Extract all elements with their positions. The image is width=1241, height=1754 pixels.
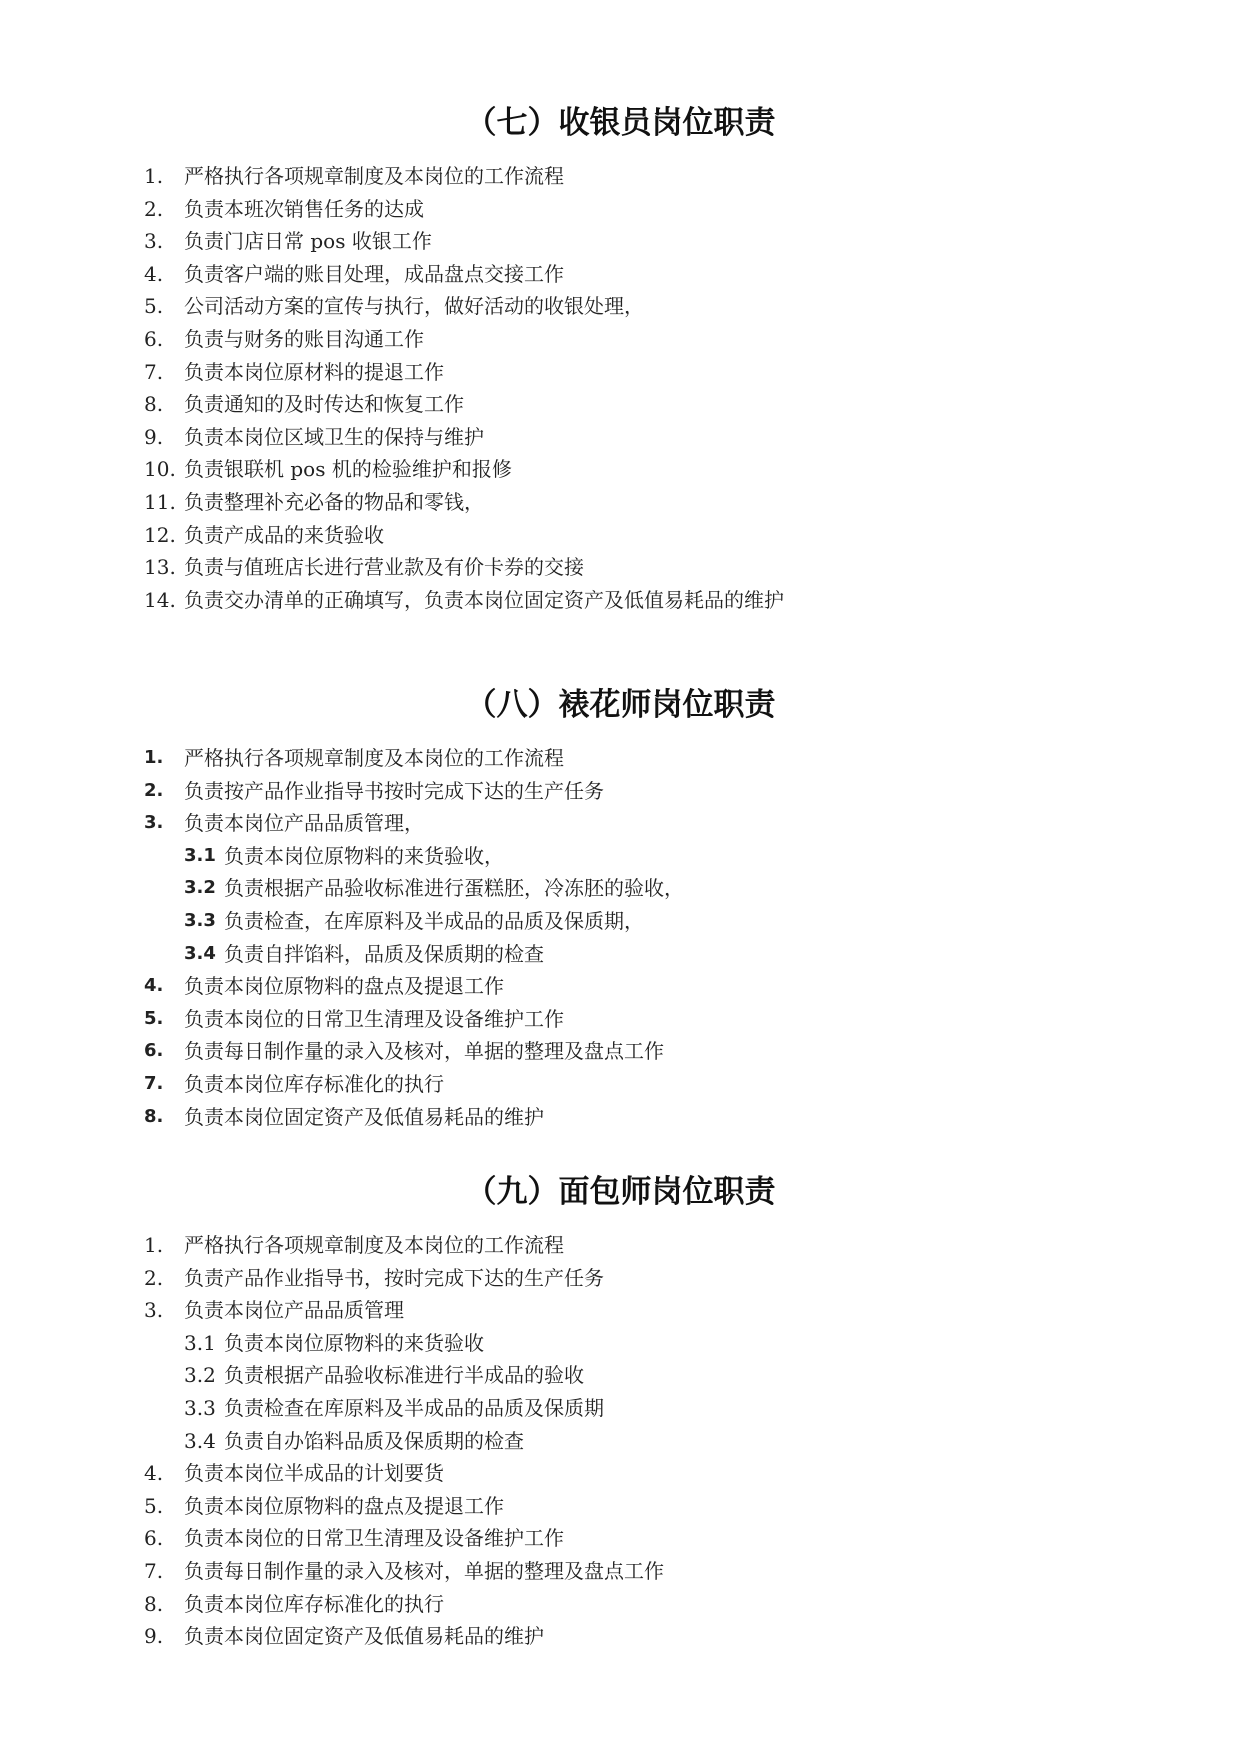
item-number: 2. [144, 779, 164, 801]
list-item [0, 160, 1241, 193]
item-number: 1. [144, 1233, 164, 1257]
list-item [0, 1457, 1241, 1490]
list-item [0, 225, 1241, 258]
item-text: 负责检查，在库原料及半成品的品质及保质期， [224, 908, 644, 933]
item-text: 负责本岗位库存标准化的执行 [184, 1071, 444, 1096]
item-number: 5. [144, 294, 164, 319]
item-text: 负责自拌馅料，品质及保质期的检查 [224, 941, 544, 966]
item-text: 负责产品作业指导书，按时完成下达的生产任务 [184, 1265, 604, 1290]
item-number: 7. [144, 1558, 164, 1583]
item-text: 负责本岗位半成品的计划要货 [184, 1461, 444, 1486]
list-item [0, 584, 1241, 617]
section-baker [0, 1167, 1241, 1653]
item-number: 7. [144, 359, 164, 384]
list-item [0, 1229, 1241, 1262]
list-item [0, 970, 1241, 1003]
section-cake-decorator [0, 680, 1241, 1133]
item-number: 3.2 [184, 877, 216, 899]
list-item [0, 356, 1241, 389]
item-text: 负责本岗位固定资产及低值易耗品的维护 [184, 1624, 544, 1649]
item-number: 1. [144, 164, 164, 188]
item-text: 负责自办馅料品质及保质期的检查 [224, 1428, 524, 1453]
item-number: 6. [144, 1040, 164, 1062]
item-text: 负责本岗位的日常卫生清理及设备维护工作 [184, 1526, 564, 1551]
item-number: 3. [144, 812, 164, 834]
list-item [0, 519, 1241, 552]
item-text: 负责本岗位原物料的盘点及提退工作 [184, 1493, 504, 1518]
section-title: （八）裱花师岗位职责 [465, 687, 776, 723]
item-number: 5. [144, 1007, 164, 1029]
item-text: 负责本岗位产品品质管理 [184, 1298, 404, 1323]
list-subitem [0, 872, 1241, 905]
item-text: 负责银联机 pos 机的检验维护和报修 [184, 457, 512, 482]
item-number: 2. [144, 1265, 164, 1290]
item-text: 负责根据产品验收标准进行半成品的验收 [224, 1363, 584, 1388]
item-text: 负责门店日常 pos 收银工作 [184, 229, 432, 254]
section-title: （七）收银员岗位职责 [465, 105, 776, 141]
item-text: 负责按产品作业指导书按时完成下达的生产任务 [184, 778, 604, 803]
list-item [0, 1035, 1241, 1068]
item-text: 负责与财务的账目沟通工作 [184, 326, 424, 351]
list-subitem [0, 840, 1241, 873]
list-item [0, 388, 1241, 421]
item-number: 11. [144, 489, 176, 514]
item-number: 9. [144, 1624, 164, 1649]
item-number: 9. [144, 424, 164, 449]
item-text: 严格执行各项规章制度及本岗位的工作流程 [184, 1233, 564, 1257]
list-item [0, 453, 1241, 486]
list-item [0, 1294, 1241, 1327]
item-text: 负责本班次销售任务的达成 [184, 196, 424, 221]
item-number: 5. [144, 1493, 164, 1518]
item-number: 6. [144, 326, 164, 351]
item-text: 负责通知的及时传达和恢复工作 [184, 392, 464, 417]
item-text: 负责根据产品验收标准进行蛋糕胚，冷冻胚的验收， [224, 876, 684, 901]
list-subitem [0, 938, 1241, 971]
list-subitem [0, 1327, 1241, 1360]
item-text: 负责交办清单的正确填写，负责本岗位固定资产及低值易耗品的维护 [184, 587, 784, 612]
item-text: 负责本岗位原物料的来货验收 [224, 1330, 484, 1355]
duty-list [0, 160, 1241, 616]
item-number: 2. [144, 196, 164, 221]
item-number: 13. [144, 555, 176, 580]
list-subitem [0, 1392, 1241, 1425]
list-item [0, 193, 1241, 226]
list-item [0, 807, 1241, 840]
section-cashier [0, 98, 1241, 616]
item-number: 3.3 [184, 909, 216, 931]
item-text: 负责本岗位原物料的盘点及提退工作 [184, 974, 504, 999]
list-item [0, 1620, 1241, 1653]
item-number: 10. [144, 457, 176, 482]
item-text: 负责产成品的来货验收 [184, 522, 384, 547]
item-text: 负责检查在库原料及半成品的品质及保质期 [224, 1395, 604, 1420]
item-text: 公司活动方案的宣传与执行，做好活动的收银处理， [184, 294, 644, 319]
item-number: 3.3 [184, 1395, 216, 1420]
list-subitem [0, 1359, 1241, 1392]
item-number: 4. [144, 1461, 164, 1486]
list-item [0, 1101, 1241, 1134]
list-item [0, 551, 1241, 584]
item-number: 6. [144, 1526, 164, 1551]
item-text: 负责整理补充必备的物品和零钱， [184, 489, 484, 514]
section-title: （九）面包师岗位职责 [465, 1174, 776, 1210]
list-item [0, 486, 1241, 519]
item-number: 8. [144, 392, 164, 417]
item-text: 负责本岗位原材料的提退工作 [184, 359, 444, 384]
item-text: 负责每日制作量的录入及核对，单据的整理及盘点工作 [184, 1558, 664, 1583]
item-number: 4. [144, 261, 164, 286]
list-item [0, 258, 1241, 291]
list-item [0, 1068, 1241, 1101]
item-text: 负责本岗位区域卫生的保持与维护 [184, 424, 484, 449]
list-item [0, 290, 1241, 323]
item-text: 负责本岗位原物料的来货验收， [224, 843, 504, 868]
item-number: 1. [144, 747, 164, 768]
item-text: 负责本岗位固定资产及低值易耗品的维护 [184, 1104, 544, 1129]
list-item [0, 1522, 1241, 1555]
item-text: 负责本岗位的日常卫生清理及设备维护工作 [184, 1006, 564, 1031]
list-item [0, 1262, 1241, 1295]
item-number: 4. [144, 975, 164, 997]
item-number: 14. [144, 587, 176, 612]
item-number: 8. [144, 1591, 164, 1616]
duty-list [0, 1229, 1241, 1653]
item-text: 负责客户端的账目处理，成品盘点交接工作 [184, 261, 564, 286]
item-text: 负责本岗位库存标准化的执行 [184, 1591, 444, 1616]
item-number: 3.4 [184, 942, 216, 964]
item-number: 12. [144, 522, 176, 547]
list-subitem [0, 905, 1241, 938]
item-text: 负责与值班店长进行营业款及有价卡券的交接 [184, 555, 584, 580]
item-number: 3.1 [184, 1330, 216, 1355]
list-item [0, 742, 1241, 775]
item-number: 3.4 [184, 1428, 216, 1453]
list-subitem [0, 1425, 1241, 1458]
list-item [0, 775, 1241, 808]
item-number: 7. [144, 1072, 164, 1094]
item-number: 3.2 [184, 1363, 216, 1388]
item-number: 8. [144, 1105, 164, 1127]
item-text: 严格执行各项规章制度及本岗位的工作流程 [184, 746, 564, 770]
duty-list [0, 742, 1241, 1133]
list-item [0, 1490, 1241, 1523]
list-item [0, 1555, 1241, 1588]
item-number: 3.1 [184, 844, 216, 866]
list-item [0, 323, 1241, 356]
list-item [0, 1003, 1241, 1036]
item-text: 负责本岗位产品品质管理， [184, 811, 424, 836]
item-text: 负责每日制作量的录入及核对，单据的整理及盘点工作 [184, 1039, 664, 1064]
item-text: 严格执行各项规章制度及本岗位的工作流程 [184, 164, 564, 188]
list-item [0, 1588, 1241, 1621]
item-number: 3. [144, 229, 164, 254]
list-item [0, 421, 1241, 454]
item-number: 3. [144, 1298, 164, 1323]
